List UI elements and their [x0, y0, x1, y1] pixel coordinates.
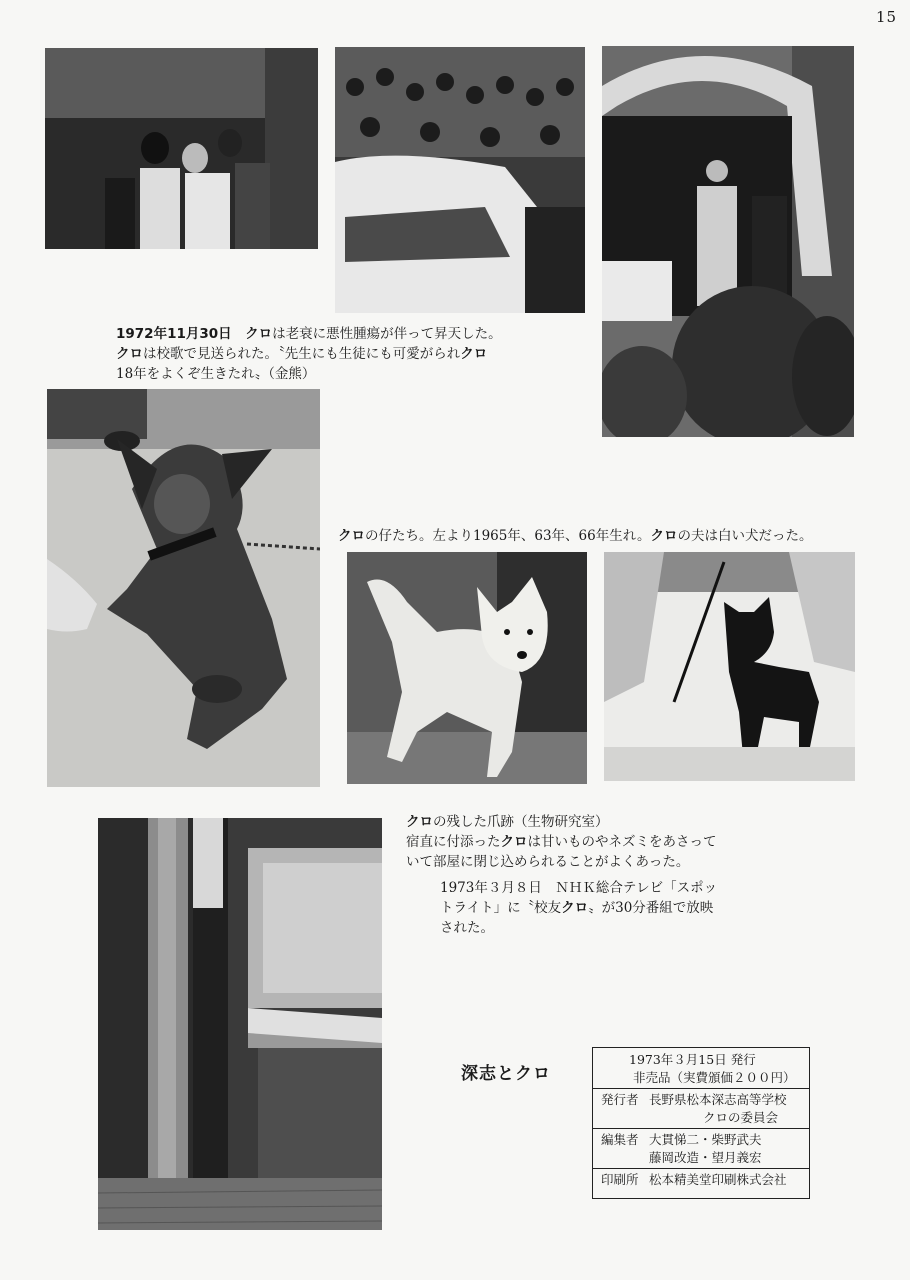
- colophon-issued: 1973年３月15日 発行: [629, 1052, 756, 1067]
- colophon-editor-value: [649, 1131, 809, 1166]
- caption-claw: [406, 812, 717, 872]
- caption-claw-line2b: は甘いものやネズミをあさって: [527, 834, 717, 850]
- colophon-publisher: [593, 1091, 809, 1126]
- caption-tv-line2a: トライト」に〝校友: [440, 900, 562, 916]
- page-number: 15: [876, 8, 898, 26]
- colophon-editor-label: 編集者: [601, 1132, 639, 1147]
- colophon-editor-line1: 大貫悌二・柴野武夫: [649, 1132, 762, 1147]
- caption-pups-name-2: クロ: [650, 528, 678, 544]
- booklet-title: 深志とクロ: [461, 1064, 551, 1084]
- colophon-divider: [593, 1088, 809, 1089]
- caption-funeral-name-2: クロ: [116, 346, 143, 362]
- caption-pups-text1: の仔たち。左より1965年、63年、66年生れ。: [365, 528, 651, 544]
- caption-funeral-date: 1972年11月30日: [116, 326, 232, 342]
- caption-tv: [406, 878, 717, 938]
- caption-tv-line3: された。: [440, 920, 494, 936]
- colophon-publisher-line1: 長野県松本深志高等学校: [649, 1092, 787, 1107]
- caption-tv-name: クロ: [561, 900, 589, 916]
- caption-funeral-line1: は老衰に悪性腫瘍が伴って昇天した。: [272, 326, 502, 342]
- caption-funeral: [116, 324, 502, 384]
- photo-crowd-car: [335, 47, 585, 313]
- colophon-publisher-value: [649, 1091, 809, 1126]
- caption-pups-text2: の夫は白い犬だった。: [677, 528, 813, 544]
- caption-pups-name: クロ: [338, 528, 365, 544]
- caption-funeral-line3: 18年をよくぞ生きたれ〟（金熊）: [116, 366, 316, 382]
- caption-claw-name: クロ: [406, 814, 433, 830]
- photo-black-pup: [604, 552, 855, 781]
- colophon: [592, 1047, 810, 1199]
- photo-crowd-indoor: [45, 48, 318, 249]
- colophon-divider-2: [593, 1128, 809, 1129]
- caption-claw-text: の残した爪跡（生物研究室）: [433, 814, 609, 830]
- caption-tv-line1: 1973年３月８日 ＮＨＫ総合テレビ「スポッ: [440, 880, 718, 896]
- colophon-publisher-label: 発行者: [601, 1092, 639, 1107]
- caption-funeral-name: クロ: [245, 326, 273, 342]
- photo-kuro-shaking-paw: [47, 389, 320, 787]
- colophon-editor: [593, 1131, 809, 1166]
- colophon-divider-3: [593, 1168, 809, 1169]
- caption-claw-name-2: クロ: [500, 834, 528, 850]
- colophon-printer-label: 印刷所: [601, 1172, 639, 1187]
- colophon-publisher-line2: クロの委員会: [703, 1109, 779, 1125]
- caption-funeral-line2: は校歌で見送られた。〝先生にも生徒にも可愛がられ: [143, 346, 461, 362]
- photo-archway: [602, 46, 854, 437]
- colophon-editor-line2: 藤岡改造・望月義宏: [649, 1149, 762, 1165]
- caption-tv-line2b: 〟が30分番組で放映: [588, 900, 714, 916]
- colophon-printer-value: 松本精美堂印刷株式会社: [649, 1172, 787, 1187]
- photo-white-pup: [347, 552, 587, 784]
- colophon-not-for-sale: 非売品（実費頒価２００円）: [633, 1069, 796, 1085]
- caption-claw-line2a: 宿直に付添った: [406, 834, 501, 850]
- caption-claw-line3: いて部屋に閉じ込められることがよくあった。: [406, 854, 690, 870]
- colophon-printer: [593, 1171, 809, 1189]
- photo-scratched-door: [98, 818, 382, 1230]
- caption-pups: [338, 526, 813, 546]
- caption-funeral-name-3: クロ: [460, 346, 488, 362]
